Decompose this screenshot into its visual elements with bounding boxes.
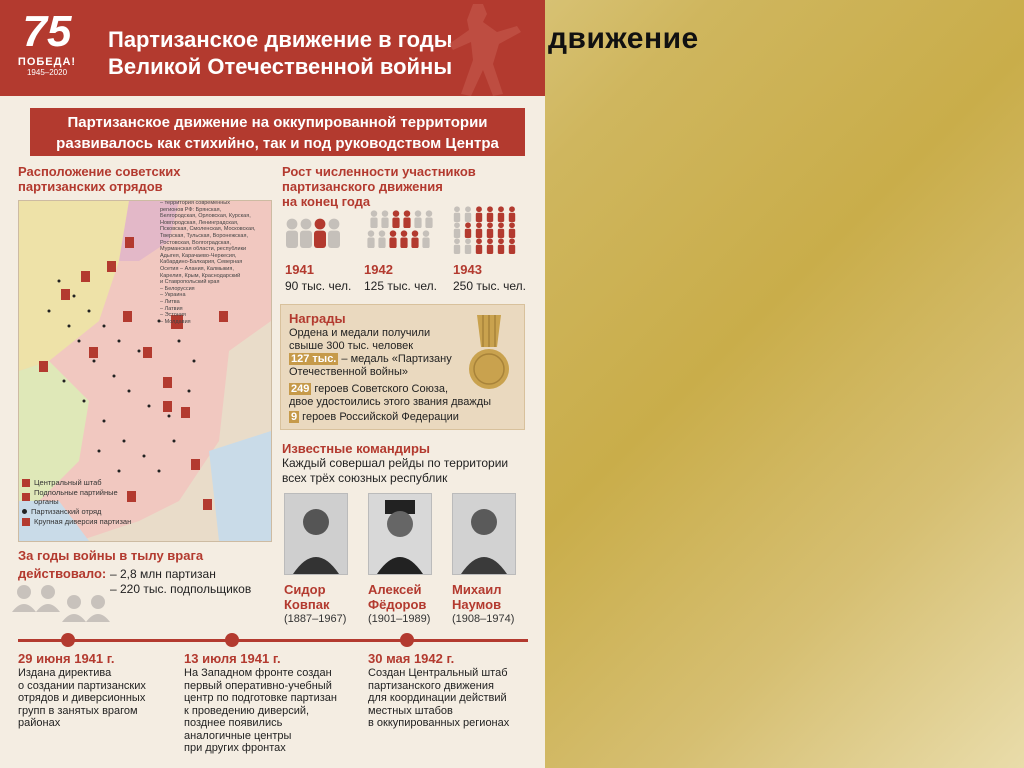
growth-count-1942: 125 тыс. чел. (364, 279, 438, 293)
commanders-title: Известные командиры (282, 441, 430, 456)
region-legend-item: – Литва (160, 298, 180, 305)
slide-title: движение (548, 22, 699, 55)
commanders-sub-line1: Каждый совершал рейды по территории (282, 456, 509, 470)
commander-years-kovpak: (1887–1967) (284, 613, 347, 625)
person-icon (454, 222, 460, 238)
region-legend-item: Адыгея, Карачаево-Черкесия, (160, 252, 237, 259)
person-icon (414, 210, 421, 228)
region-legend-item: регионов РФ: Брянская, (160, 206, 222, 213)
person-icon (425, 210, 432, 228)
commander-years-naumov: (1908–1974) (452, 613, 515, 625)
region-legend-item: – Украина (160, 292, 186, 299)
person-icon (328, 219, 340, 248)
timeline-line (18, 639, 528, 642)
people-growth-pictogram (282, 206, 532, 254)
medal-icon (467, 313, 511, 393)
person-icon (400, 230, 407, 248)
symbol-legend-label: Крупная диверсия партизан (34, 517, 132, 526)
person-icon (454, 206, 460, 222)
person-icon (498, 238, 504, 254)
commander-last-name: Наумов (452, 597, 502, 612)
person-icon (498, 222, 504, 238)
awards-box (280, 304, 525, 430)
map-title-line2: партизанских отрядов (18, 179, 163, 194)
timeline-text-line: центр по подготовке партизан (184, 692, 337, 704)
timeline-text-line: отрядов и диверсионных (18, 692, 146, 704)
awards-title: Награды (289, 311, 346, 326)
commander-first-name: Алексей (368, 582, 422, 597)
person-icon (509, 222, 515, 238)
timeline-text-line: аналогичные центры (184, 729, 292, 742)
growth-title-line3: на конец года (282, 194, 371, 209)
banner-line1: Партизанское движение на оккупированной территории (67, 114, 488, 131)
war-years-line2: действовало: (18, 566, 107, 581)
person-icon (465, 238, 471, 254)
region-legend-item: Ростовская, Волгоградская, (160, 239, 231, 246)
symbol-legend-item (22, 517, 132, 526)
symbol-legend-label: Подпольные партийные органы (34, 488, 118, 506)
person-icon (370, 210, 377, 228)
region-legend-item: Тверская, Тульская, Воронежская, (160, 232, 248, 239)
victory-75-logo (14, 8, 80, 90)
heroes-count-badge: 249 (291, 383, 310, 395)
region-legend-item: Кабардино-Балкария, Северная (160, 259, 243, 266)
awards-line1: Ордена и медали получили (289, 327, 431, 339)
growth-year-1941: 1941 (285, 262, 314, 277)
symbol-legend-label: Центральный штаб (34, 478, 102, 487)
commander-last-name: Ковпак (284, 597, 330, 612)
person-icon (487, 238, 493, 254)
timeline-text-line: Издана директива (18, 667, 112, 679)
awards-medal-line (289, 353, 452, 366)
commander-name-kovpak (284, 582, 329, 612)
commanders-sub-line2: всех трёх союзных республик (282, 471, 448, 485)
map-region-legend (160, 200, 272, 325)
timeline-text-line: о создании партизанских (18, 679, 146, 692)
growth-count-1941: 90 тыс. чел. (285, 279, 352, 293)
commander-first-name: Сидор (284, 582, 326, 597)
person-icon (403, 210, 410, 228)
person-icon (422, 230, 429, 248)
region-legend-item: – Белоруссия (160, 285, 195, 292)
region-legend-item: Карелия, Крым, Краснодарский (160, 272, 241, 279)
timeline-text-line: позднее появились (184, 717, 283, 729)
symbol-legend-label: Партизанский отряд (31, 507, 102, 516)
heroes-text2: двое удостоились этого звания дважды (289, 396, 492, 408)
timeline-dot (61, 633, 75, 647)
poster-header (0, 0, 545, 96)
growth-title-line2: партизанского движения (282, 179, 443, 194)
war-stat-partisans: – 2,8 млн партизан (110, 567, 216, 581)
timeline-text-line: партизанского движения (368, 679, 494, 692)
person-icon (300, 219, 312, 248)
region-legend-item: – территория современных (160, 200, 230, 206)
map-section-title (18, 164, 180, 194)
timeline-text-line: при других фронтах (184, 742, 286, 754)
map-title-line1: Расположение советских (18, 164, 181, 179)
symbol-legend-item (22, 478, 132, 487)
soldier-silhouette-icon (413, 0, 533, 96)
region-legend-item: Мурманская области, республики (160, 246, 247, 253)
region-legend-item: – Латвия (160, 305, 183, 312)
banner-line2: развивалось как стихийно, так и под руководством Центра (56, 135, 499, 152)
awards-heroes-line (289, 383, 448, 396)
timeline-text-line: к проведению диверсий, (184, 704, 310, 717)
awards-rf-line (289, 411, 459, 424)
dot-icon (22, 509, 27, 514)
growth-section-title (282, 164, 476, 209)
person-icon (465, 206, 471, 222)
logo-number: 75 (22, 7, 72, 56)
person-icon (389, 230, 396, 248)
growth-title-line1: Рост численности участников (282, 164, 476, 179)
person-icon (411, 230, 418, 248)
region-legend-item: – Эстония (160, 312, 186, 319)
timeline-date-1: 29 июня 1941 г. (18, 651, 115, 666)
logo-word: ПОБЕДА! (17, 56, 77, 68)
timeline-text-1 (18, 667, 146, 730)
person-icon (381, 210, 388, 228)
region-legend-item: Белгородская, Орловская, Курская, (160, 213, 251, 220)
rf-text: героев Российской Федерации (299, 411, 459, 423)
person-icon (454, 238, 460, 254)
commander-photo-kovpak (284, 493, 348, 575)
region-legend-item: и Ставропольский края (160, 279, 220, 286)
commander-photo-fedorov (368, 493, 432, 575)
rf-count-badge: 9 (291, 411, 298, 423)
timeline-text-3 (368, 667, 509, 730)
timeline-text-line: в оккупированных регионах (368, 717, 510, 729)
timeline-text-line: местных штабов (368, 704, 453, 717)
timeline-date-3: 30 мая 1942 г. (368, 651, 455, 666)
medal-count-badge: 127 тыс. (291, 353, 337, 365)
person-icon (465, 222, 471, 238)
commander-last-name: Фёдоров (368, 597, 427, 612)
flag-icon (22, 493, 30, 501)
star-icon (22, 518, 30, 526)
region-legend-item: Псковская, Смоленская, Московская, (160, 226, 256, 233)
timeline-dot (225, 633, 239, 647)
timeline-text-line: Создан Центральный штаб (368, 667, 508, 679)
people-group-icon (12, 582, 112, 624)
person-icon (476, 206, 482, 222)
region-legend-item: Осетия – Алания, Калмыкия, (160, 265, 234, 272)
commander-first-name: Михаил (452, 582, 502, 597)
timeline-text-line: первый оперативно-учебный (184, 679, 332, 692)
timeline-date-2: 13 июля 1941 г. (184, 651, 281, 666)
person-icon (476, 222, 482, 238)
growth-count-1943: 250 тыс. чел. (453, 279, 527, 293)
commander-name-fedorov (368, 582, 426, 612)
symbol-legend-item (22, 488, 132, 506)
poster-title-line2: Великой Отечественной войны (108, 54, 453, 79)
medal-text2: Отечественной войны» (289, 366, 408, 378)
war-years-line1: За годы войны в тылу врага (18, 548, 204, 563)
timeline-text-line: На Западном фронте создан (184, 667, 332, 679)
intro-banner (30, 108, 525, 156)
poster-title-line1: Партизанское движение в годы (108, 27, 453, 52)
person-icon (286, 219, 298, 248)
logo-years: 1945–2020 (26, 68, 68, 77)
commander-name-naumov (452, 582, 502, 612)
war-stat-underground: – 220 тыс. подпольщиков (110, 582, 252, 596)
person-icon (367, 230, 374, 248)
heroes-text1: героев Советского Союза, (311, 383, 449, 395)
timeline-text-line: районах (18, 717, 61, 729)
map-symbol-legend (22, 478, 132, 527)
person-icon (498, 206, 504, 222)
flag-icon (22, 479, 30, 487)
person-icon (476, 238, 482, 254)
growth-year-1943: 1943 (453, 262, 482, 277)
timeline-dot (400, 633, 414, 647)
person-icon (392, 210, 399, 228)
person-icon (509, 238, 515, 254)
person-icon (314, 219, 326, 248)
commander-photo-naumov (452, 493, 516, 575)
awards-line2: свыше 300 тыс. человек (289, 340, 414, 352)
commanders-subtitle (282, 456, 532, 486)
commander-years-fedorov: (1901–1989) (368, 613, 431, 625)
timeline-text-line: для координации действий (368, 692, 507, 704)
medal-text1: – медаль «Партизану (338, 353, 452, 365)
person-icon (487, 222, 493, 238)
person-icon (378, 230, 385, 248)
region-legend-item: Новгородская, Ленинградская, (160, 219, 239, 226)
region-legend-item: – Молдавия (160, 318, 191, 325)
person-icon (487, 206, 493, 222)
growth-year-1942: 1942 (364, 262, 393, 277)
timeline-text-line: групп в занятых врагом (18, 704, 138, 717)
symbol-legend-item (22, 507, 132, 516)
timeline-text-2 (184, 667, 337, 755)
person-icon (509, 206, 515, 222)
